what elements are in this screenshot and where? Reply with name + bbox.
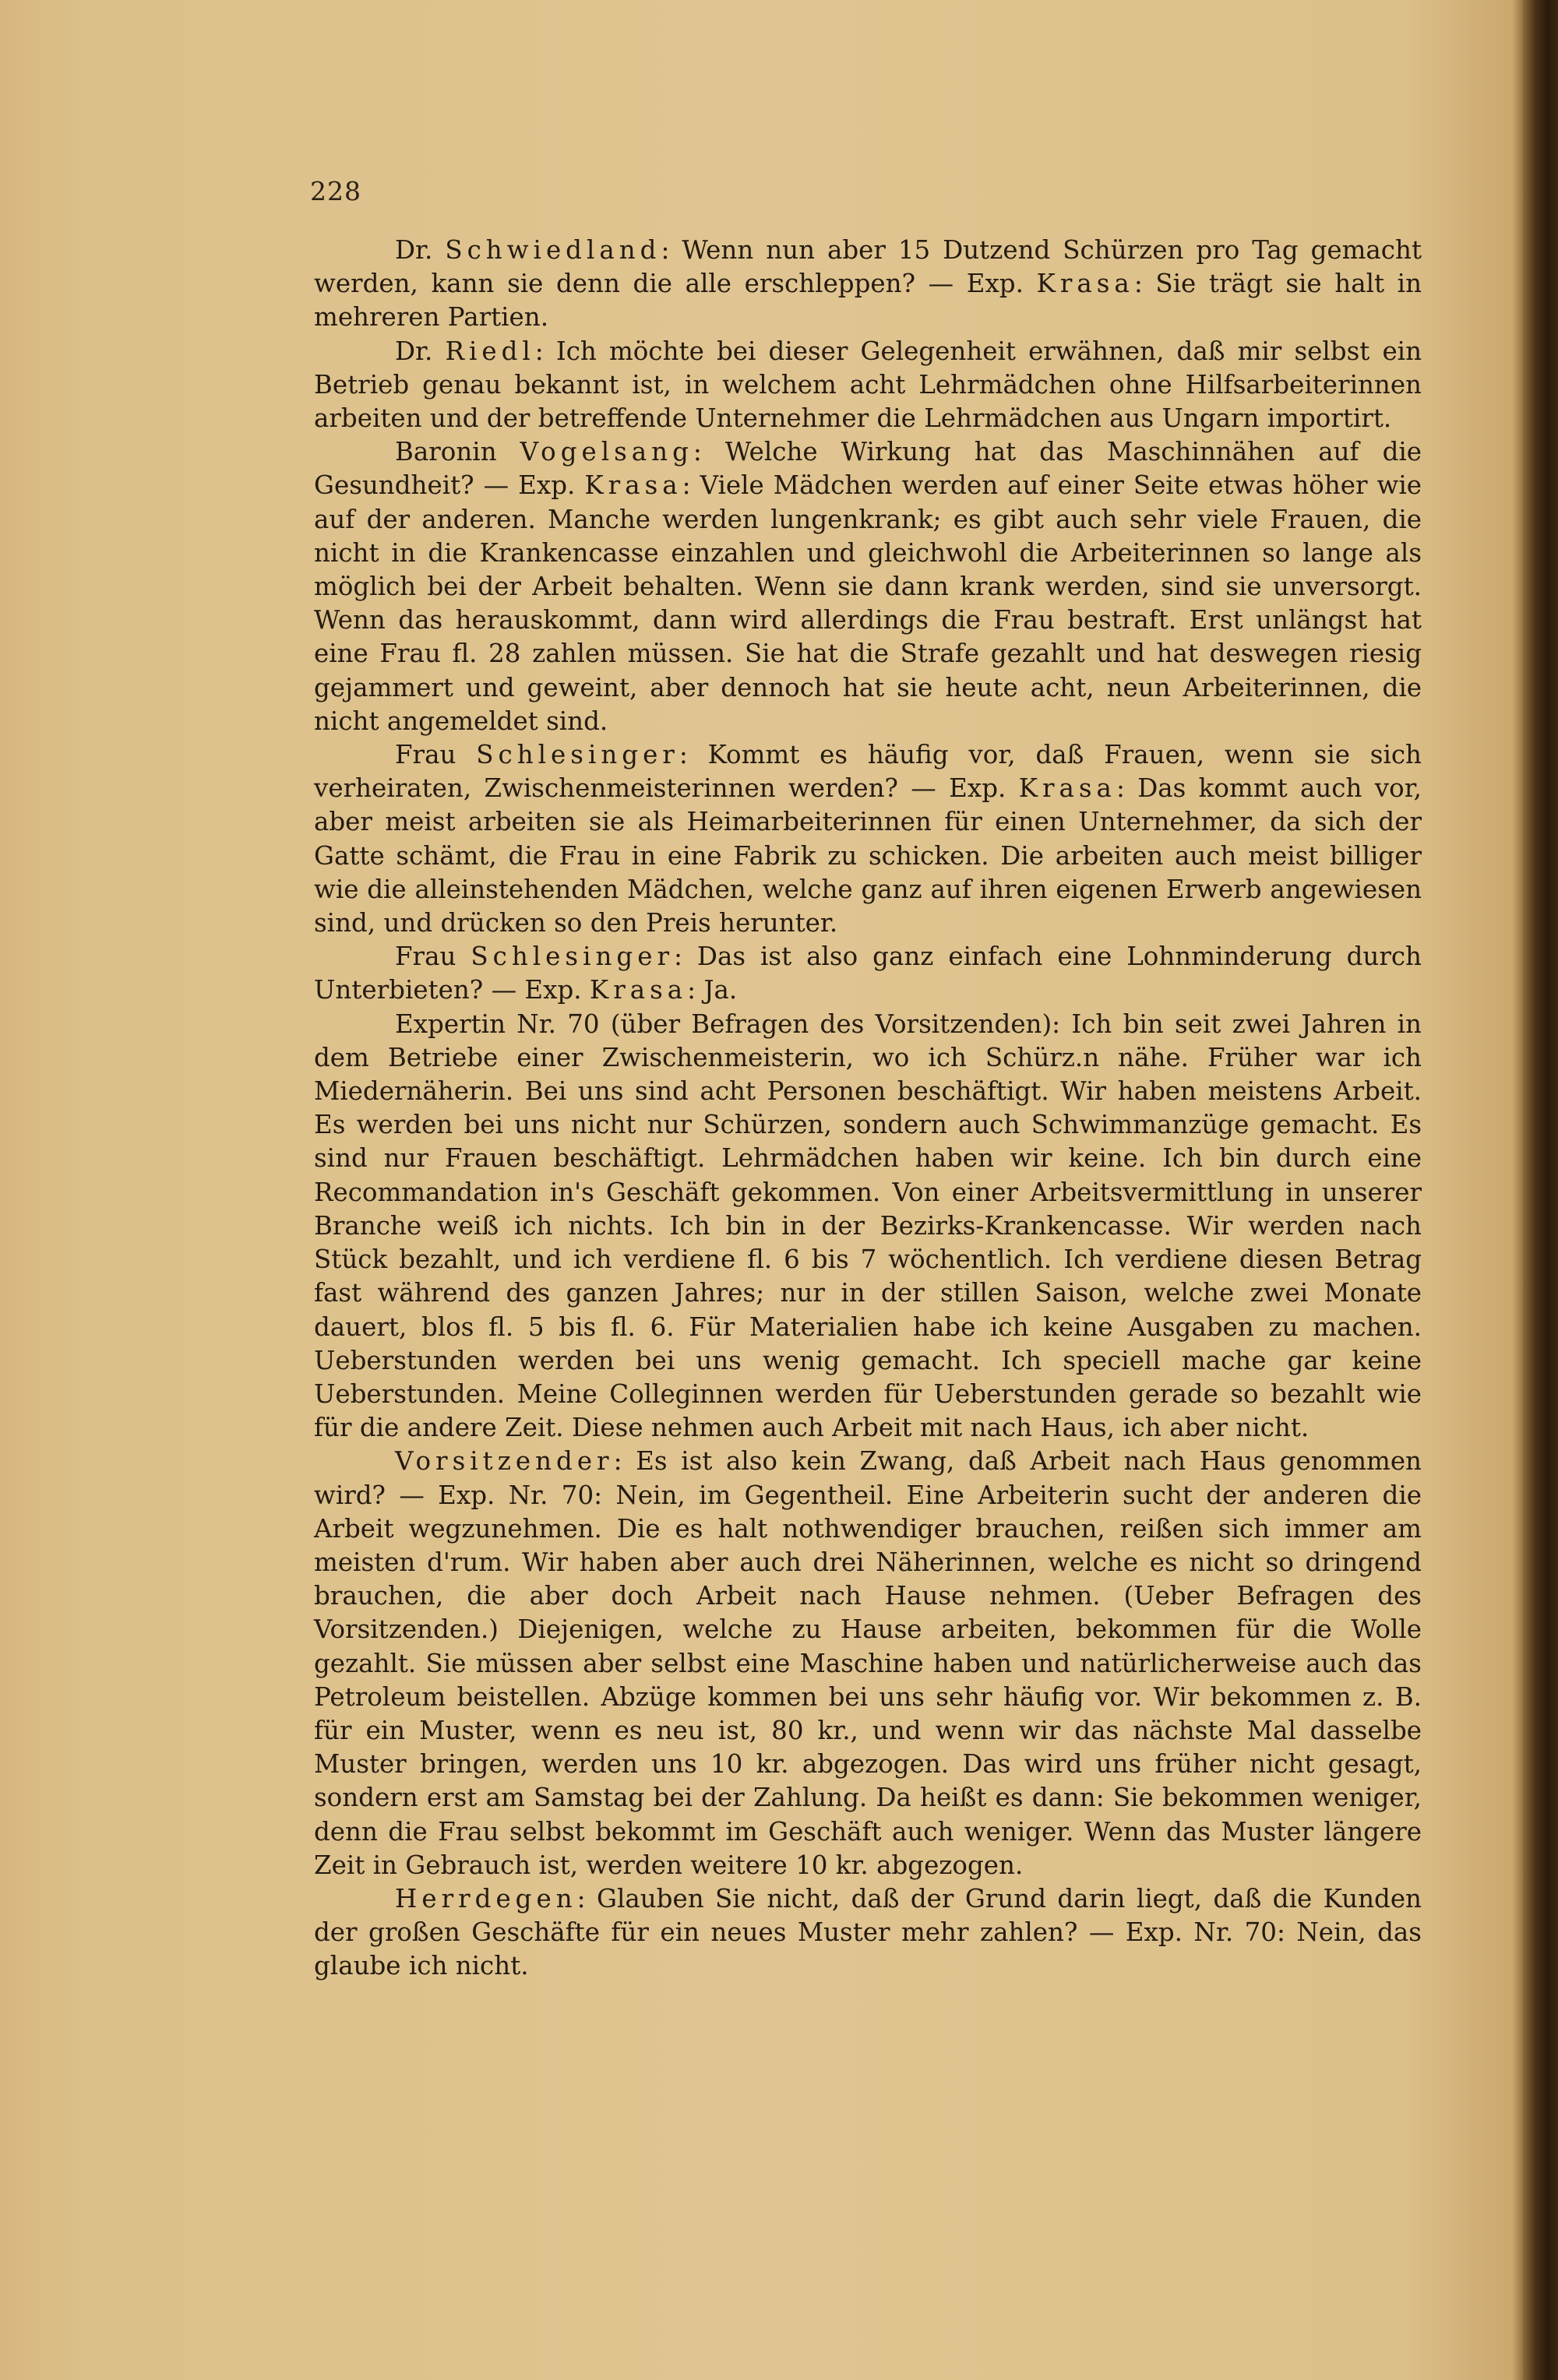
- paragraph-text: : Ich möchte bei dieser Gelegenheit erwähnen, daß mir selbst ein Betrieb genau bekannt ist, in welchem acht Lehrmädchen ohne Hilfsarbeiterinnen arbeiten und der betreffende Unternehmer die Lehrmädchen aus Ungarn importirt.: [314, 336, 1422, 434]
- speaker-name: Krasa: [1036, 269, 1134, 299]
- paragraph: [314, 1008, 1422, 1445]
- page-number: 228: [310, 176, 361, 206]
- paragraph: [314, 1445, 1422, 1882]
- paragraph-text: Frau: [395, 942, 471, 972]
- paragraph: [314, 335, 1422, 436]
- paragraph-text: : Glauben Sie nicht, daß der Grund darin liegt, daß die Kunden der großen Geschäfte für ein neues Muster mehr zahlen? — Exp. Nr. 70: Nein, das glaube ich nicht.: [314, 1883, 1422, 1981]
- paragraph-text: : Sie trägt sie halt in mehreren Partien.: [314, 269, 1422, 333]
- binding-shadow: [1512, 0, 1523, 2380]
- speaker-name: Krasa: [1018, 773, 1116, 804]
- paragraph: [314, 738, 1422, 940]
- paragraph-text: : Welche Wirkung hat das Maschinnähen auf die Gesundheit? — Exp.: [314, 437, 1422, 501]
- speaker-name: Herrdegen: [395, 1883, 577, 1914]
- speaker-name: Schlesinger: [476, 740, 679, 770]
- paragraph-text: Dr.: [395, 336, 446, 366]
- speaker-name: Riedl: [445, 336, 535, 366]
- paragraph-text: : Das kommt auch vor, aber meist arbeiten sie als Heimarbeiterinnen für einen Unternehmer, da sich der Gatte schämt, die Frau in eine Fabrik zu schicken. Die arbeiten auch meist billiger wie die alleinstehenden Mädchen, welche ganz auf ihren eigenen Erwerb angewiesen sind, und drücken so den Preis herunter.: [314, 773, 1422, 938]
- paragraph: [314, 435, 1422, 738]
- book-binding: [1523, 0, 1558, 2380]
- speaker-name: Krasa: [584, 470, 682, 501]
- speaker-name: Krasa: [589, 975, 688, 1005]
- paragraph-text: : Das ist also ganz einfach eine Lohnminderung durch Unterbieten? — Exp.: [314, 942, 1422, 1005]
- text-body: [314, 234, 1422, 1984]
- paragraph-text: : Wenn nun aber 15 Dutzend Schürzen pro Tag gemacht werden, kann sie denn die alle erschleppen? — Exp.: [314, 235, 1422, 299]
- speaker-name: Schlesinger: [471, 942, 674, 972]
- paragraph: [314, 1882, 1422, 1984]
- paragraph-text: Expertin Nr. 70 (über Befragen des Vorsitzenden): Ich bin seit zwei Jahren in dem Betriebe einer Zwischenmeisterin, wo ich Schürz.n nähe. Früher war ich Miedernäherin. Bei uns sind acht Personen beschäftigt. Wir haben meistens Arbeit. Es werden bei uns nicht nur Schürzen, sondern auch Schwimmanzüge gemacht. Es sind nur Frauen beschäftigt. Lehrmädchen haben wir keine. Ich bin durch eine Recommandation in's Geschäft gekommen. Von einer Arbeitsvermittlung in unserer Branche weiß ich nichts. Ich bin in der Bezirks-Krankencasse. Wir werden nach Stück bezahlt, und ich verdiene fl. 6 bis 7 wöchentlich. Ich verdiene diesen Betrag fast während des ganzen Jahres; nur in der stillen Saison, welche zwei Monate dauert, blos fl. 5 bis fl. 6. Für Materialien habe ich keine Ausgaben zu machen. Ueberstunden werden bei uns wenig gemacht. Ich speciell mache gar keine Ueberstunden. Meine Colleginnen werden für Ueberstunden gerade so bezahlt wie für die andere Zeit. Diese nehmen auch Arbeit mit nach Haus, ich aber nicht.: [314, 1009, 1422, 1443]
- paragraph: [314, 234, 1422, 335]
- speaker-name: Schwiedland: [445, 235, 661, 265]
- paragraph-text: : Es ist also kein Zwang, daß Arbeit nach Haus genommen wird? — Exp. Nr. 70: Nein, im Gegentheil. Eine Arbeiterin sucht der anderen die Arbeit wegzunehmen. Die es halt nothwendiger brauchen, reißen sich immer am meisten d'rum. Wir haben aber auch drei Näherinnen, welche es nicht so dringend brauchen, die aber doch Arbeit nach Hause nehmen. (Ueber Befragen des Vorsitzenden.) Diejenigen, welche zu Hause arbeiten, bekommen für die Wolle gezahlt. Sie müssen aber selbst eine Maschine haben und natürlicherweise auch das Petroleum beistellen. Abzüge kommen bei uns sehr häufig vor. Wir bekommen z. B. für ein Muster, wenn es neu ist, 80 kr., und wenn wir das nächste Mal dasselbe Muster bringen, werden uns 10 kr. abgezogen. Das wird uns früher nicht gesagt, sondern erst am Samstag bei der Zahlung. Da heißt es dann: Sie bekommen weniger, denn die Frau selbst bekommt im Geschäft auch weniger. Wenn das Muster längere Zeit in Gebrauch ist, werden weitere 10 kr. abgezogen.: [314, 1446, 1422, 1880]
- paragraph-text: : Ja.: [687, 975, 738, 1005]
- paragraph-text: Frau: [395, 740, 477, 770]
- paragraph-text: Baronin: [395, 437, 520, 467]
- paragraph: [314, 940, 1422, 1007]
- paragraph-text: Dr.: [395, 235, 446, 265]
- speaker-name: Vogelsang: [520, 437, 693, 467]
- paragraph-text: : Viele Mädchen werden auf einer Seite etwas höher wie auf der anderen. Manche werden lungenkrank; es gibt auch sehr viele Frauen, die nicht in die Krankencasse einzahlen und gleichwohl die Arbeiterinnen so lange als möglich bei der Arbeit behalten. Wenn sie dann krank werden, sind sie unversorgt. Wenn das herauskommt, dann wird allerdings die Frau bestraft. Erst unlängst hat eine Frau fl. 28 zahlen müssen. Sie hat die Strafe gezahlt und hat deswegen riesig gejammert und geweint, aber dennoch hat sie heute acht, neun Arbeiterinnen, die nicht angemeldet sind.: [314, 470, 1422, 736]
- paragraph-text: : Kommt es häufig vor, daß Frauen, wenn sie sich verheiraten, Zwischenmeisterinnen werden? — Exp.: [314, 740, 1422, 804]
- speaker-name: Vorsitzender: [395, 1446, 614, 1477]
